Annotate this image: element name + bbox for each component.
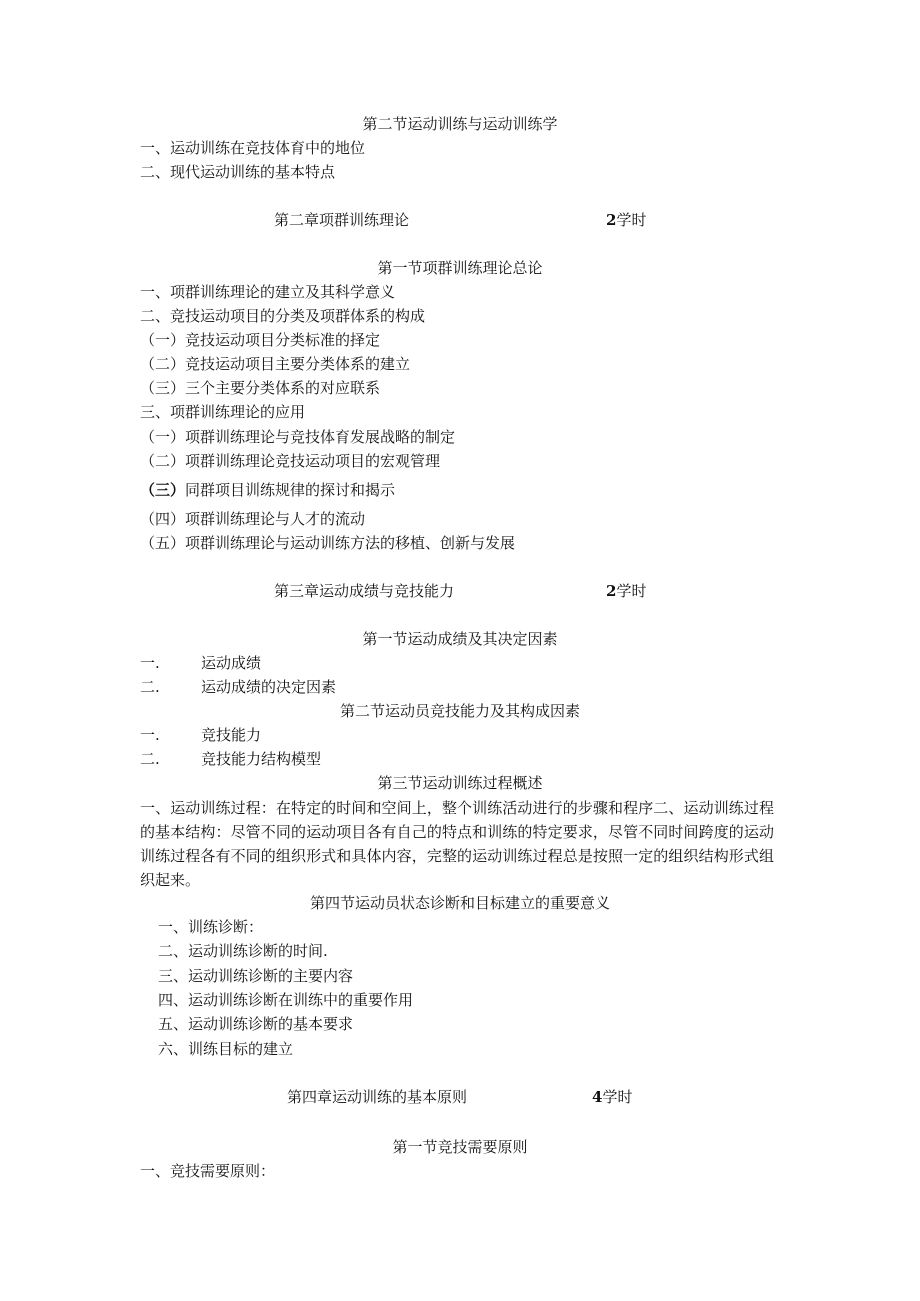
list-number: 一. bbox=[140, 726, 160, 744]
section-title: 第二节运动训练与运动训练学 bbox=[362, 115, 558, 133]
list-item: （二）项群训练理论竞技运动项目的宏观管理 bbox=[140, 452, 441, 470]
hours-number: 2 bbox=[606, 211, 617, 229]
list-item: 二、现代运动训练的基本特点 bbox=[140, 163, 336, 181]
hours-number: 4 bbox=[592, 1088, 603, 1106]
list-text: 运动成绩的决定因素 bbox=[201, 678, 337, 696]
section-title: 第一节运动成绩及其决定因素 bbox=[362, 630, 558, 648]
list-item: （五）项群训练理论与运动训练方法的移植、创新与发展 bbox=[140, 534, 516, 552]
list-item: （四）项群训练理论与人才的流动 bbox=[140, 510, 366, 528]
list-item: 六、训练目标的建立 bbox=[158, 1040, 294, 1058]
list-text: 竞技能力结构模型 bbox=[201, 750, 322, 768]
list-number: 二. bbox=[140, 750, 160, 768]
list-text: 同群项目训练规律的探讨和揭示 bbox=[185, 481, 396, 499]
section-title: 第二节运动员竞技能力及其构成因素 bbox=[339, 702, 580, 720]
list-item: 二、运动训练诊断的时间. bbox=[158, 942, 328, 960]
list-item: （二）竞技运动项目主要分类体系的建立 bbox=[140, 355, 411, 373]
list-text: 竞技能力 bbox=[201, 726, 262, 744]
list-text: 运动成绩 bbox=[201, 654, 262, 672]
chapter-hours bbox=[606, 581, 646, 601]
hours-number: 2 bbox=[606, 582, 617, 600]
list-item: （一）竞技运动项目分类标准的择定 bbox=[140, 331, 381, 349]
section-title: 第一节竞技需要原则 bbox=[392, 1138, 528, 1156]
list-item: （一）项群训练理论与竞技体育发展战略的制定 bbox=[140, 428, 456, 446]
list-item: 一、运动训练在竞技体育中的地位 bbox=[140, 139, 366, 157]
hours-unit: 学时 bbox=[616, 582, 647, 600]
list-item: 四、运动训练诊断在训练中的重要作用 bbox=[158, 991, 414, 1009]
list-number: （三） bbox=[140, 481, 186, 499]
list-item: 一、竞技需要原则： bbox=[140, 1162, 276, 1180]
list-number: 一. bbox=[140, 654, 160, 672]
chapter-title: 第二章项群训练理论 bbox=[274, 211, 410, 229]
list-item: 一、训练诊断： bbox=[158, 918, 264, 936]
list-number: 二. bbox=[140, 678, 160, 696]
hours-unit: 学时 bbox=[602, 1088, 633, 1106]
list-item: 三、运动训练诊断的主要内容 bbox=[158, 967, 354, 985]
chapter-title: 第四章运动训练的基本原则 bbox=[287, 1088, 468, 1106]
hours-unit: 学时 bbox=[616, 211, 647, 229]
section-title: 第四节运动员状态诊断和目标建立的重要意义 bbox=[309, 894, 610, 912]
list-item bbox=[140, 480, 395, 500]
list-item: 二、竞技运动项目的分类及项群体系的构成 bbox=[140, 307, 426, 325]
body-paragraph: 一、运动训练过程：在特定的时间和空间上，整个训练活动进行的步骤和程序二、运动训练过程的基本结构：尽管不同的运动项目各有自己的特点和训练的特定要求，尽管不同时间跨度的运动训练过程各有不同的组织形式和具体内容，完整的运动训练过程总是按照一定的组织结构形式组织起来。 bbox=[140, 799, 774, 889]
chapter-hours bbox=[592, 1087, 632, 1107]
list-item: （三）三个主要分类体系的对应联系 bbox=[140, 379, 381, 397]
list-item: 一、项群训练理论的建立及其科学意义 bbox=[140, 283, 396, 301]
chapter-title: 第三章运动成绩与竞技能力 bbox=[274, 582, 455, 600]
list-item: 五、运动训练诊断的基本要求 bbox=[158, 1015, 354, 1033]
section-title: 第一节项群训练理论总论 bbox=[377, 259, 543, 277]
chapter-hours bbox=[606, 210, 646, 230]
list-item: 三、项群训练理论的应用 bbox=[140, 403, 306, 421]
section-title: 第三节运动训练过程概述 bbox=[377, 774, 543, 792]
